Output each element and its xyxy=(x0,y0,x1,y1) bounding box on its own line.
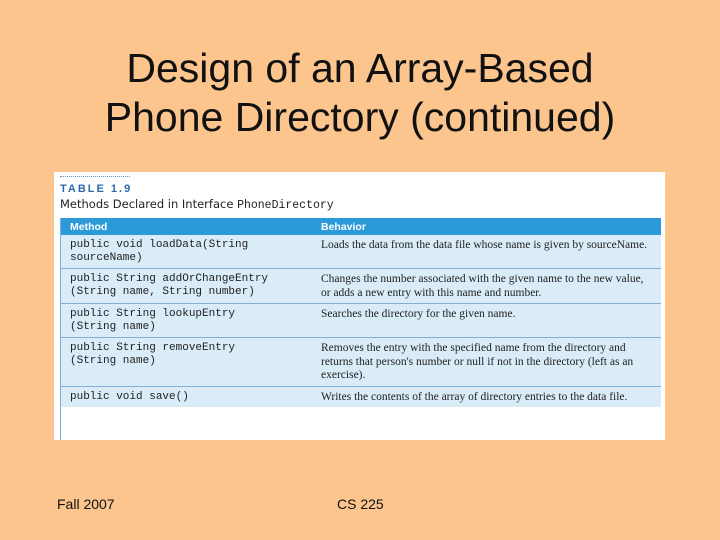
table-row xyxy=(61,338,661,387)
header-behavior: Behavior xyxy=(321,220,366,233)
behavior-cell: Changes the number associated with the given name to the new value, or adds a new entry with this name and number. xyxy=(321,273,644,299)
behavior-cell: Writes the contents of the array of directory entries to the data file. xyxy=(321,390,628,403)
table-label: TABLE 1.9 xyxy=(60,183,133,195)
header-method: Method xyxy=(70,220,108,233)
title-line-2: Phone Directory (continued) xyxy=(104,94,616,141)
method-cell: public void loadData(String sourceName) xyxy=(70,239,249,264)
method-cell: public String addOrChangeEntry (String name, String number) xyxy=(70,273,269,298)
table-row xyxy=(61,235,661,269)
title-line-1: Design of an Array-Based xyxy=(126,45,594,91)
methods-table xyxy=(60,218,661,440)
table-row xyxy=(61,387,661,408)
slide-title xyxy=(0,44,720,142)
caption-prefix: Methods Declared in Interface xyxy=(60,197,238,211)
footer-course: CS 225 xyxy=(337,496,384,512)
method-cell: public String lookupEntry (String name) xyxy=(70,308,236,333)
behavior-cell: Searches the directory for the given name. xyxy=(321,308,516,320)
caption-interface: PhoneDirectory xyxy=(237,199,334,212)
method-cell: public String removeEntry (String name) xyxy=(70,342,236,367)
table-body xyxy=(61,235,661,407)
table-header-row xyxy=(61,218,661,235)
footer-date: Fall 2007 xyxy=(57,496,115,512)
method-cell: public void save() xyxy=(70,390,189,403)
table-figure xyxy=(54,172,665,440)
table-row xyxy=(61,304,661,338)
behavior-cell: Loads the data from the data file whose name is given by sourceName. xyxy=(321,239,648,251)
table-row xyxy=(61,269,661,304)
table-caption xyxy=(60,197,334,212)
behavior-cell: Removes the entry with the specified name from the directory and returns that person's number or null if not in the directory (left as an exercise). xyxy=(321,342,634,381)
decorative-dots xyxy=(60,176,130,178)
